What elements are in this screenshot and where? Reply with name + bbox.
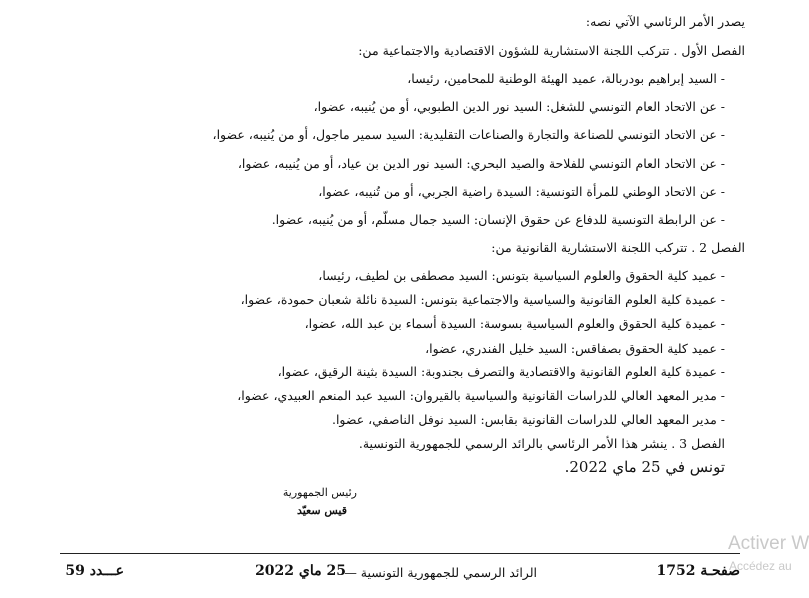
- section-2-member: - مدير المعهد العالي للدراسات القانونية بقابس: السيد نوفل الناصفي، عضوا.: [331, 412, 725, 427]
- decree-intro: يصدر الأمر الرئاسي الآتي نصه:: [585, 14, 745, 29]
- section-1-member: - عن الاتحاد التونسي للصناعة والتجارة والصناعات التقليدية: السيد سمير ماجول، أو من يُنيبه، عضوا،: [212, 127, 725, 142]
- footer-issue-number: عـــدد 59: [65, 563, 124, 579]
- signature-name: قيس سعيّد: [296, 504, 347, 517]
- section-2-member: - مدير المعهد العالي للدراسات القانونية والسياسية بالقيروان: السيد عبد المنعم العبيدي، عضوا،: [237, 388, 725, 403]
- section-1-heading: الفصل الأول . تتركب اللجنة الاستشارية للشؤون الاقتصادية والاجتماعية من:: [358, 43, 745, 58]
- place-and-date: تونس في 25 ماي 2022.: [564, 458, 725, 476]
- activation-watermark-subtitle: Accédez au: [729, 559, 792, 573]
- section-1-member: - عن الرابطة التونسية للدفاع عن حقوق الإنسان: السيد جمال مسلّم، أو من يُنيبه، عضوا.: [271, 212, 725, 227]
- section-3-text: الفصل 3 . ينشر هذا الأمر الرئاسي بالرائد الرسمي للجمهورية التونسية.: [358, 436, 725, 451]
- section-2-member: - عميد كلية الحقوق والعلوم السياسية بتونس: السيد مصطفى بن لطيف، رئيسا،: [318, 268, 725, 283]
- footer-date: 25 ماي 2022: [255, 563, 346, 579]
- section-1-member: - عن الاتحاد العام التونسي للشغل: السيد نور الدين الطبوبي، أو من يُنيبه، عضوا،: [313, 99, 725, 114]
- section-1-member: - عن الاتحاد العام التونسي للفلاحة والصيد البحري: السيد نور الدين بن عياد، أو من يُنيبه، عضوا،: [237, 156, 725, 171]
- section-1-member: - عن الاتحاد الوطني للمرأة التونسية: السيدة راضية الجربي، أو من تُنيبه، عضوا،: [318, 184, 725, 199]
- footer-journal-title: الرائد الرسمي للجمهورية التونسية —: [344, 565, 537, 580]
- section-2-member: - عميدة كلية العلوم القانونية والاقتصادية والتصرف بجندوبة: السيدة بثينة الرقيق، عضوا،: [277, 364, 725, 379]
- activation-watermark-title: Activer W: [728, 533, 809, 554]
- section-1-member: - السيد إبراهيم بودربالة، عميد الهيئة الوطنية للمحامين، رئيسا،: [407, 71, 725, 86]
- section-2-member: - عميدة كلية العلوم القانونية والسياسية والاجتماعية بتونس: السيدة نائلة شعبان حمودة، عضوا،: [240, 292, 725, 307]
- section-2-member: - عميد كلية الحقوق بصفاقس: السيد خليل الفندري، عضوا،: [425, 341, 725, 356]
- footer-page-number: صفحـة 1752: [656, 563, 740, 579]
- footer-divider: [60, 553, 740, 554]
- section-2-heading: الفصل 2 . تتركب اللجنة الاستشارية القانونية من:: [491, 240, 745, 255]
- section-2-member: - عميدة كلية الحقوق والعلوم السياسية بسوسة: السيدة أسماء بن عبد الله، عضوا،: [304, 316, 725, 331]
- signature-title: رئيس الجمهورية: [282, 486, 357, 499]
